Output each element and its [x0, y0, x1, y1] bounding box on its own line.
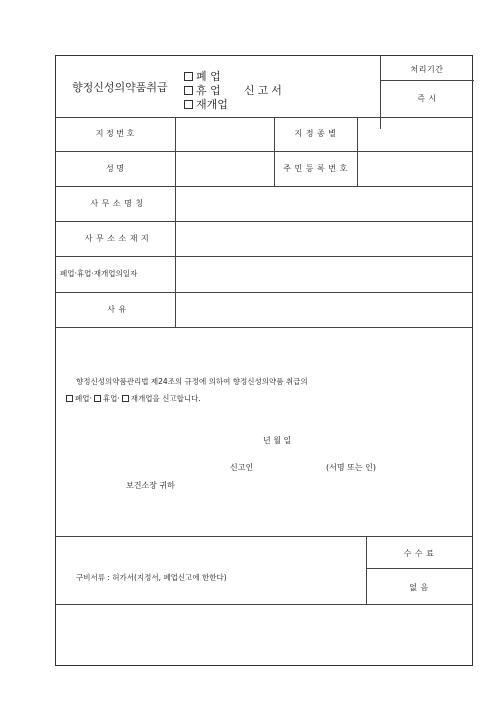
row-line: [56, 256, 472, 257]
label-designation-number: [62, 128, 168, 139]
addressee: 보건소장 귀하: [126, 481, 175, 490]
footer-top-line: [56, 536, 472, 537]
label-column-divider: [175, 117, 176, 327]
fee-value: 없 음: [409, 583, 429, 592]
form-title-suffix: 신고서: [244, 84, 285, 97]
opt-suspend-text: 휴업·: [102, 394, 120, 403]
label-event-date: 폐업·휴업·재개업의일자: [60, 269, 138, 278]
form-title-prefix: 향정신성의약품취급: [72, 81, 168, 94]
row-line: [56, 292, 472, 293]
mid-column-divider-2: [357, 117, 358, 186]
statement-line-1: 향정신성의약품관리법 제24조의 규정에 의하여 향정신성의약품 취급의: [76, 377, 308, 386]
statement-line-2: [66, 393, 201, 404]
checkbox-body-close[interactable]: [66, 395, 73, 402]
option-close-label: 폐 업: [196, 70, 221, 83]
fee-split: [366, 568, 472, 569]
footer-bottom-line: [56, 604, 472, 605]
processing-period-value: 즉 시: [417, 94, 437, 103]
row-line: [56, 327, 472, 328]
checkbox-resume[interactable]: [184, 96, 228, 112]
checkbox-resume-box[interactable]: [184, 100, 193, 109]
option-suspend-label: 휴 업: [196, 84, 221, 97]
opt-resume-text: 재개업을 신고합니다.: [130, 394, 201, 403]
label-name-text: 성 명: [106, 164, 124, 173]
date-line: 년 월 일: [263, 436, 292, 445]
row-line: [56, 151, 472, 152]
checkbox-body-suspend[interactable]: [94, 395, 101, 402]
attachments-note: 구비서류 : 허가서(지정서, 폐업신고에 한한다): [76, 573, 227, 582]
label-reason: 사 유: [107, 305, 127, 314]
option-resume-label: 재개업: [196, 98, 228, 111]
fee-divider: [366, 536, 367, 604]
checkbox-suspend-box[interactable]: [184, 86, 193, 95]
row-line: [56, 221, 472, 222]
label-office-name: 사 무 소 명 칭: [90, 199, 144, 208]
signature-note: (서명 또는 인): [326, 463, 376, 472]
label-office-location: 사 무 소 소 재 지: [84, 234, 150, 243]
checkbox-body-resume[interactable]: [122, 395, 129, 402]
opt-close-text: 폐업·: [75, 394, 92, 403]
applicant-label: 신고인: [230, 463, 254, 472]
label-resident-number: 주 민 등 록 번 호: [283, 164, 348, 173]
label-name: [62, 163, 168, 174]
report-form: [55, 55, 473, 666]
row-line: [56, 117, 472, 118]
row-line: [56, 186, 472, 187]
label-designation-number-text: 지 정 번 호: [95, 129, 135, 138]
fee-label: 수 수 료: [403, 549, 435, 558]
processing-period-split: [380, 80, 474, 81]
checkbox-close-box[interactable]: [184, 72, 193, 81]
label-designation-type: 지 정 종 별: [294, 129, 337, 138]
processing-period-label: 처리기간: [410, 65, 444, 74]
